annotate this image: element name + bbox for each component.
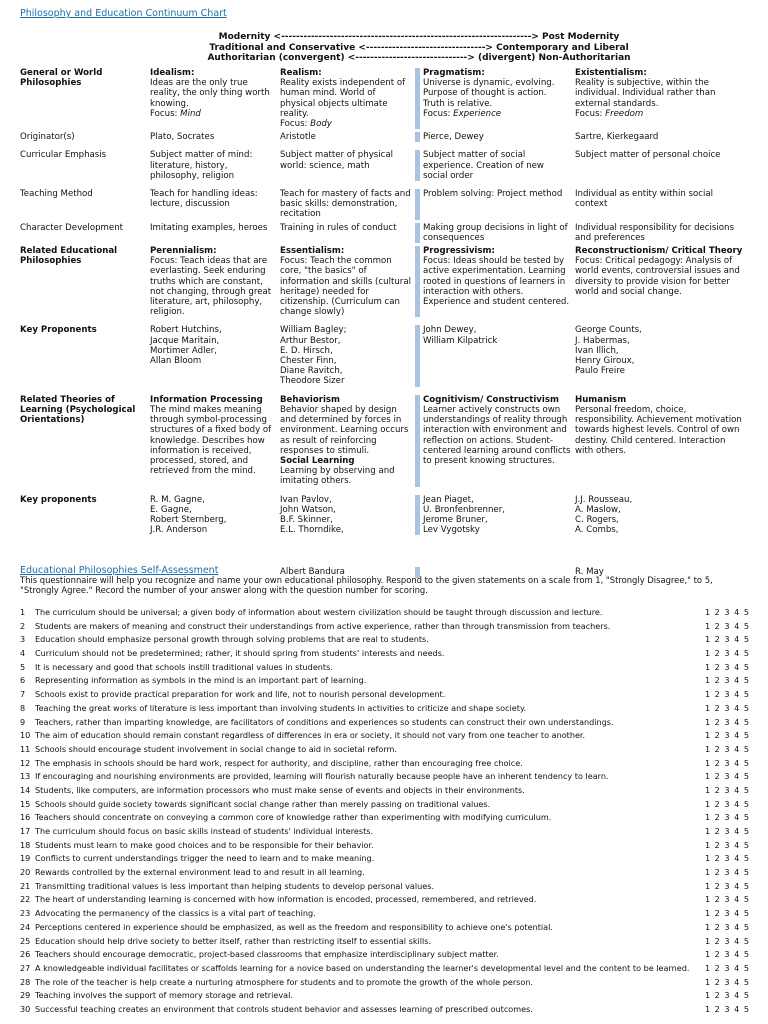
question-text: Students are makers of meaning and construct their understandings from active experience, rather than through transmission from teachers. bbox=[35, 620, 611, 631]
question-number: 23 bbox=[20, 908, 31, 919]
rating-scale[interactable]: 1 2 3 4 5 bbox=[704, 784, 750, 795]
chart-cell bbox=[150, 395, 280, 487]
rating-scale[interactable]: 1 2 3 4 5 bbox=[704, 1003, 750, 1014]
chart-cell bbox=[415, 223, 575, 243]
rating-scale[interactable]: 1 2 3 4 5 bbox=[704, 894, 750, 905]
question-row bbox=[20, 622, 750, 636]
rating-scale[interactable]: 1 2 3 4 5 bbox=[704, 730, 750, 741]
question-text: Schools exist to provide practical preparation for work and life, not to nourish personal development. bbox=[35, 689, 446, 700]
rating-scale[interactable]: 1 2 3 4 5 bbox=[704, 853, 750, 864]
cell-line: A. Maslow, bbox=[575, 504, 621, 515]
row-header: Teaching Method bbox=[20, 189, 93, 200]
chart-cell bbox=[150, 223, 280, 243]
question-text: Students, like computers, are information processors who must make sense of events and objects in their environments. bbox=[35, 784, 525, 795]
cell-line: Lev Vygotsky bbox=[423, 525, 480, 536]
chart-cell bbox=[575, 246, 750, 317]
questionnaire bbox=[20, 608, 750, 1019]
cell-line: Subject matter of physical world: science, math bbox=[280, 150, 394, 171]
cell-line: Individual responsibility for decisions and preferences bbox=[575, 222, 734, 243]
focus-value: Freedom bbox=[605, 108, 644, 119]
question-text: The curriculum should be universal; a given body of information about western civilization should be taught through discussion and lecture. bbox=[35, 607, 603, 617]
chart-cell bbox=[150, 132, 280, 142]
chart-cell bbox=[150, 325, 280, 386]
rating-scale[interactable]: 1 2 3 4 5 bbox=[704, 634, 750, 645]
cell-heading: Reconstructionism/ Critical Theory bbox=[575, 246, 743, 257]
rating-scale[interactable]: 1 2 3 4 5 bbox=[704, 648, 750, 659]
cell-line: Mortimer Adler, bbox=[150, 345, 218, 356]
cell-line: Individual as entity within social context bbox=[575, 189, 714, 210]
cell-line: J.J. Rousseau, bbox=[575, 494, 633, 505]
cell-line: Diane Ravitch, bbox=[280, 366, 343, 377]
question-number: 18 bbox=[20, 839, 31, 850]
rating-scale[interactable]: 1 2 3 4 5 bbox=[704, 880, 750, 891]
chart-cell bbox=[280, 246, 415, 317]
cell-line: J.R. Anderson bbox=[150, 525, 208, 536]
question-text: Transmitting traditional values is less important than helping students to develop personal values. bbox=[35, 880, 435, 891]
cell-heading: Behaviorism bbox=[280, 394, 341, 405]
question-number: 26 bbox=[20, 949, 31, 960]
row-header: Key proponents bbox=[20, 494, 97, 505]
cell-heading: Existentialism: bbox=[575, 68, 647, 78]
question-text: Perceptions centered in experience should be emphasized, as well as the freedom and responsibility to achieve one's potential. bbox=[35, 921, 553, 932]
question-row bbox=[20, 991, 750, 1005]
question-number: 21 bbox=[20, 880, 31, 891]
chart-row bbox=[20, 223, 750, 246]
chart-row bbox=[20, 246, 750, 325]
cell-line: Personal freedom, choice, responsibility. Achievement motivation towards highest levels. Control of own destiny. Child centered. Interaction with others. bbox=[575, 404, 742, 456]
question-text: Teaching involves the support of memory storage and retrieval. bbox=[35, 990, 293, 1001]
cell-heading: Perennialism: bbox=[150, 246, 217, 257]
cell-line: Aristotle bbox=[280, 132, 316, 143]
focus-line bbox=[575, 109, 746, 119]
cell-line: Jerome Bruner, bbox=[423, 514, 488, 525]
question-row bbox=[20, 882, 750, 896]
cell-line: Focus: Ideas should be tested by active experimentation. Learning rooted in questions of learners in interaction with others. Experience and student centered. bbox=[423, 256, 570, 308]
cell-line: J. Habermas, bbox=[575, 335, 630, 346]
cell-heading: Information Processing bbox=[150, 394, 263, 405]
question-row bbox=[20, 772, 750, 786]
cell-line: A. Combs, bbox=[575, 525, 619, 536]
focus-line bbox=[423, 109, 571, 119]
rating-scale[interactable]: 1 2 3 4 5 bbox=[704, 962, 750, 973]
chart-row bbox=[20, 150, 750, 189]
continuum-line: Traditional and Conservative <--------------------------------> Contemporary and Liberal bbox=[209, 42, 629, 53]
rating-scale[interactable]: 1 2 3 4 5 bbox=[704, 620, 750, 631]
cell-heading: Idealism: bbox=[150, 68, 195, 78]
cell-line: Learner actively constructs own understandings of reality through interaction with environment and reflection on actions. Student-centered learning around conflicts to present knowing structures. bbox=[423, 404, 571, 466]
cell-line: C. Rogers, bbox=[575, 514, 619, 525]
cell-line: Allan Bloom bbox=[150, 356, 202, 367]
focus-value: Experience bbox=[453, 108, 502, 119]
assessment-intro: This questionnaire will help you recognize and name your own educational philosophy. Respond to the given statements on a scale from 1, "Strongly Disagree," to 5, "Strongly Agree." Record the number of your answer along with the question number for scoring. bbox=[20, 575, 713, 595]
chart-row bbox=[20, 325, 750, 394]
focus-label: Focus: bbox=[423, 108, 454, 119]
question-row bbox=[20, 676, 750, 690]
cell-line: John Dewey, bbox=[423, 325, 477, 336]
continuum-line: Authoritarian (convergent) <------------------------------> (divergent) Non-Authoritarian bbox=[207, 53, 631, 63]
cell-line: E.L. Thorndike, bbox=[280, 525, 344, 536]
focus-label: Focus: bbox=[150, 108, 181, 119]
question-text: A knowledgeable individual facilitates or scaffolds learning for a novice based on understanding the learner's developmental level and the content to be learned. bbox=[35, 962, 690, 973]
question-row bbox=[20, 964, 750, 978]
question-number: 11 bbox=[20, 743, 31, 754]
chart-row bbox=[20, 495, 750, 568]
question-number: 27 bbox=[20, 962, 31, 973]
question-row bbox=[20, 731, 750, 745]
question-row bbox=[20, 868, 750, 882]
question-text: Teachers should concentrate on conveying a common core of knowledge rather than experimenting with modifying curriculum. bbox=[35, 812, 552, 823]
rating-scale[interactable]: 1 2 3 4 5 bbox=[704, 689, 750, 700]
cell-line: The mind makes meaning through symbol-processing structures of a fixed body of knowledge. Describes how information is received, processed, stored, and retrieved from the mind. bbox=[150, 404, 272, 477]
question-row bbox=[20, 909, 750, 923]
chart-title-link[interactable]: Philosophy and Education Continuum Chart bbox=[20, 8, 227, 19]
continuum-line: Modernity <-------------------------------------------------------------------> Post Modernity bbox=[218, 32, 620, 42]
question-text: Rewards controlled by the external environment lead to and result in all learning. bbox=[35, 867, 365, 878]
question-text: Advocating the permanency of the classics is a vital part of teaching. bbox=[35, 908, 316, 919]
cell-line: R. M. Gagne, bbox=[150, 494, 205, 505]
question-number: 15 bbox=[20, 798, 31, 809]
chart-row bbox=[20, 189, 750, 223]
cell-line: E. Gagne, bbox=[150, 504, 192, 515]
focus-value: Mind bbox=[180, 108, 201, 119]
rating-scale[interactable]: 1 2 3 4 5 bbox=[704, 976, 750, 987]
row-header: Originator(s) bbox=[20, 132, 75, 143]
question-row bbox=[20, 895, 750, 909]
cell-line: Ideas are the only true reality, the only thing worth knowing. bbox=[150, 78, 270, 109]
rating-scale[interactable]: 1 2 3 4 5 bbox=[704, 867, 750, 878]
focus-label: Focus: bbox=[280, 119, 311, 130]
chart-cell bbox=[150, 495, 280, 536]
question-row bbox=[20, 759, 750, 773]
question-text: The heart of understanding learning is concerned with how information is encoded, processed, remembered, and retrieved. bbox=[35, 894, 537, 905]
cell-line: Ivan Pavlov, bbox=[280, 494, 332, 505]
cell-line: Jean Piaget, bbox=[423, 494, 474, 505]
question-number: 9 bbox=[20, 716, 26, 727]
chart-cell bbox=[575, 132, 750, 142]
rating-scale[interactable]: 1 2 3 4 5 bbox=[704, 716, 750, 727]
rating-scale[interactable]: 1 2 3 4 5 bbox=[704, 921, 750, 932]
chart-cell bbox=[575, 189, 750, 220]
cell-line: John Watson, bbox=[280, 504, 336, 515]
cell-line: E. D. Hirsch, bbox=[280, 345, 333, 356]
cell-line: Behavior shaped by design and determined by forces in environment. Learning occurs as result of reinforcing responses to stimuli. bbox=[280, 404, 409, 456]
cell-line: William Bagley; bbox=[280, 325, 347, 336]
question-number: 3 bbox=[20, 634, 26, 645]
question-row bbox=[20, 704, 750, 718]
question-number: 14 bbox=[20, 784, 31, 795]
question-text: Successful teaching creates an environment that controls student behavior and assesses learning of prescribed outcomes. bbox=[35, 1003, 533, 1014]
rating-scale[interactable]: 1 2 3 4 5 bbox=[704, 798, 750, 809]
question-text: Education should help drive society to better itself, rather than restricting itself to essential skills. bbox=[35, 935, 432, 946]
question-text: Schools should encourage student involvement in social change to aid in societal reform. bbox=[35, 743, 397, 754]
question-number: 7 bbox=[20, 689, 26, 700]
question-text: If encouraging and nourishing environments are provided, learning will flourish naturally because people have an inherent tendency to learn. bbox=[35, 771, 609, 782]
cell-line: Making group decisions in light of consequences bbox=[423, 222, 568, 243]
question-number: 12 bbox=[20, 757, 31, 768]
chart-cell bbox=[575, 325, 750, 386]
rating-scale[interactable]: 1 2 3 4 5 bbox=[704, 839, 750, 850]
question-number: 29 bbox=[20, 990, 31, 1001]
question-row bbox=[20, 690, 750, 704]
question-text: The emphasis in schools should be hard work, respect for authority, and discipline, rather than encouraging free choice. bbox=[35, 757, 523, 768]
question-text: The curriculum should focus on basic skills instead of students' individual interests. bbox=[35, 826, 374, 836]
question-number: 30 bbox=[20, 1003, 31, 1014]
cell-line: Learning by observing and imitating others. bbox=[280, 466, 395, 487]
question-number: 8 bbox=[20, 702, 26, 713]
chart-row bbox=[20, 395, 750, 495]
rating-scale[interactable]: 1 2 3 4 5 bbox=[704, 812, 750, 823]
cell-line: U. Bronfenbrenner, bbox=[423, 504, 505, 515]
question-row bbox=[20, 950, 750, 964]
cell-heading: Progressivism: bbox=[423, 246, 495, 257]
question-number: 16 bbox=[20, 812, 31, 823]
row-header: General or World Philosophies bbox=[20, 68, 103, 89]
chart-cell bbox=[280, 325, 415, 386]
chart-cell bbox=[415, 150, 575, 181]
chart-cell bbox=[280, 189, 415, 220]
cell-line: Ivan Illich, bbox=[575, 345, 619, 356]
rating-scale[interactable]: 1 2 3 4 5 bbox=[704, 771, 750, 782]
question-text: The aim of education should remain constant regardless of differences in era or society, it should not vary from one teacher to another. bbox=[35, 730, 586, 741]
cell-heading: Pragmatism: bbox=[423, 68, 485, 78]
chart-cell bbox=[415, 246, 575, 317]
self-assessment-title-link[interactable]: Educational Philosophies Self-Assessment bbox=[20, 565, 219, 576]
question-text: Schools should guide society towards significant social change rather than merely passing on traditional values. bbox=[35, 798, 491, 809]
question-text: It is necessary and good that schools instill traditional values in students. bbox=[35, 661, 333, 672]
cell-line: Focus: Teach ideas that are everlasting. Seek enduring truths which are constant, not changing, through great literature, art, philosophy, religion. bbox=[150, 256, 272, 318]
rating-scale[interactable]: 1 2 3 4 5 bbox=[704, 702, 750, 713]
chart-cell bbox=[150, 246, 280, 317]
chart-cell bbox=[415, 68, 575, 129]
question-number: 25 bbox=[20, 935, 31, 946]
question-row bbox=[20, 1005, 750, 1019]
rating-scale[interactable]: 1 2 3 4 5 bbox=[704, 607, 750, 617]
cell-line: Focus: Critical pedagogy: Analysis of world events, controversial issues and diversity to provide vision for better world and social change. bbox=[575, 256, 740, 297]
cell-line: Problem solving: Project method bbox=[423, 189, 563, 200]
cell-line: Theodore Sizer bbox=[280, 376, 345, 387]
rating-scale[interactable]: 1 2 3 4 5 bbox=[704, 757, 750, 768]
question-text: Education should emphasize personal growth through solving problems that are real to students. bbox=[35, 634, 429, 645]
question-text: Curriculum should not be predetermined; rather, it should spring from students' interests and needs. bbox=[35, 648, 445, 659]
chart-cell bbox=[150, 189, 280, 220]
chart-cell bbox=[150, 150, 280, 181]
question-row bbox=[20, 854, 750, 868]
question-row bbox=[20, 923, 750, 937]
question-row bbox=[20, 786, 750, 800]
question-number: 19 bbox=[20, 853, 31, 864]
cell-line: Teach for handling ideas: lecture, discussion bbox=[150, 189, 258, 210]
rating-scale[interactable]: 1 2 3 4 5 bbox=[704, 743, 750, 754]
question-number: 24 bbox=[20, 921, 31, 932]
cell-line: Universe is dynamic, evolving. Purpose of thought is action. Truth is relative. bbox=[423, 78, 555, 109]
question-row bbox=[20, 635, 750, 649]
chart-cell bbox=[415, 495, 575, 536]
cell-line: Robert Hutchins, bbox=[150, 325, 222, 336]
chart-cell bbox=[575, 395, 750, 487]
cell-line: R. May bbox=[575, 567, 604, 578]
question-number: 17 bbox=[20, 826, 31, 836]
cell-line: Reality exists independent of human mind. World of physical objects ultimate reality. bbox=[280, 78, 406, 119]
question-number: 13 bbox=[20, 771, 31, 782]
cell-line: Arthur Bestor, bbox=[280, 335, 341, 346]
chart-row bbox=[20, 68, 750, 132]
rating-scale[interactable]: 1 2 3 4 5 bbox=[704, 990, 750, 1001]
question-text: Teachers should encourage democratic, project-based classrooms that emphasize interdisciplinary subject matter. bbox=[35, 949, 499, 960]
cell-line: Sartre, Kierkegaard bbox=[575, 132, 659, 143]
question-text: Teachers, rather than imparting knowledge, are facilitators of conditions and experiences so students can construct their own understandings. bbox=[35, 716, 614, 727]
row-header: Character Development bbox=[20, 222, 124, 233]
rating-scale[interactable]: 1 2 3 4 5 bbox=[704, 935, 750, 946]
cell-line: Training in rules of conduct bbox=[280, 222, 397, 233]
cell-line: Albert Bandura bbox=[280, 567, 345, 578]
cell-line: Subject matter of personal choice bbox=[575, 150, 721, 161]
cell-heading: Humanism bbox=[575, 394, 627, 405]
row-header: Related Theories of Learning (Psychological Orientations) bbox=[20, 394, 136, 426]
row-header: Related Educational Philosophies bbox=[20, 246, 118, 267]
cell-line: B.F. Skinner, bbox=[280, 514, 333, 525]
question-number: 5 bbox=[20, 661, 26, 672]
rating-scale[interactable]: 1 2 3 4 5 bbox=[704, 908, 750, 919]
chart-cell bbox=[280, 150, 415, 181]
chart-cell bbox=[280, 132, 415, 142]
cell-line: Subject matter of mind: literature, history, philosophy, religion bbox=[150, 150, 253, 181]
question-row bbox=[20, 827, 750, 841]
chart-cell bbox=[575, 495, 750, 536]
cell-heading: Realism: bbox=[280, 68, 322, 78]
question-number: 28 bbox=[20, 976, 31, 987]
cell-line: Paulo Freire bbox=[575, 366, 625, 377]
question-text: Teaching the great works of literature is less important than involving students in activities to criticize and shape society. bbox=[35, 702, 527, 713]
continuum-header bbox=[0, 32, 768, 64]
chart-cell bbox=[280, 395, 415, 487]
cell-line: Subject matter of social experience. Creation of new social order bbox=[423, 150, 544, 181]
question-row bbox=[20, 649, 750, 663]
question-number: 4 bbox=[20, 648, 26, 659]
question-text: Representing information as symbols in the mind is an important part of learning. bbox=[35, 675, 367, 686]
continuum-chart bbox=[20, 68, 750, 578]
question-row bbox=[20, 663, 750, 677]
question-number: 2 bbox=[20, 620, 26, 631]
question-number: 22 bbox=[20, 894, 31, 905]
rating-scale[interactable]: 1 2 3 4 5 bbox=[704, 661, 750, 672]
chart-cell bbox=[415, 132, 575, 142]
focus-line bbox=[280, 119, 411, 129]
question-row bbox=[20, 937, 750, 951]
cell-line: Focus: Teach the common core, "the basics" of information and skills (cultural heritage) needed for citizenship. (Curriculum can change slowly) bbox=[280, 256, 411, 318]
cell-line: Pierce, Dewey bbox=[423, 132, 484, 143]
chart-cell bbox=[575, 223, 750, 243]
question-number: 20 bbox=[20, 867, 31, 878]
chart-cell bbox=[280, 495, 415, 536]
question-text: Students must learn to make good choices and to be responsible for their behavior. bbox=[35, 839, 374, 850]
chart-cell bbox=[415, 395, 575, 487]
cell-heading: Essentialism: bbox=[280, 246, 345, 257]
rating-scale[interactable]: 1 2 3 4 5 bbox=[704, 675, 750, 686]
cell-heading: Social Learning bbox=[280, 455, 355, 466]
row-header: Curricular Emphasis bbox=[20, 150, 107, 161]
chart-cell bbox=[415, 189, 575, 220]
focus-line bbox=[150, 109, 276, 119]
question-row bbox=[20, 841, 750, 855]
question-number: 1 bbox=[20, 607, 26, 617]
chart-cell bbox=[150, 68, 280, 129]
cell-line: Robert Sternberg, bbox=[150, 514, 227, 525]
chart-cell bbox=[575, 68, 750, 129]
cell-line: Henry Giroux, bbox=[575, 356, 635, 367]
cell-line: Teach for mastery of facts and basic skills: demonstration, recitation bbox=[280, 189, 411, 220]
question-row bbox=[20, 978, 750, 992]
row-header: Key Proponents bbox=[20, 325, 97, 336]
focus-value: Body bbox=[310, 119, 332, 130]
cell-line: Plato, Socrates bbox=[150, 132, 215, 143]
question-row bbox=[20, 800, 750, 814]
chart-cell bbox=[280, 68, 415, 129]
question-text: The role of the teacher is help create a nurturing atmosphere for students and to promote the growth of the whole person. bbox=[35, 976, 534, 987]
cell-line: Chester Finn, bbox=[280, 356, 337, 367]
cell-line: Imitating examples, heroes bbox=[150, 222, 268, 233]
question-row bbox=[20, 718, 750, 732]
question-row bbox=[20, 813, 750, 827]
focus-label: Focus: bbox=[575, 108, 606, 119]
chart-row bbox=[20, 132, 750, 150]
cell-line: William Kilpatrick bbox=[423, 335, 498, 346]
chart-cell bbox=[575, 150, 750, 181]
rating-scale[interactable]: 1 2 3 4 5 bbox=[704, 826, 750, 836]
rating-scale[interactable]: 1 2 3 4 5 bbox=[704, 949, 750, 960]
chart-cell bbox=[415, 325, 575, 386]
question-row bbox=[20, 608, 750, 622]
question-text: Conflicts to current understandings trigger the need to learn and to make meaning. bbox=[35, 853, 375, 864]
question-row bbox=[20, 745, 750, 759]
cell-heading: Cognitivism/ Constructivism bbox=[423, 394, 559, 405]
chart-cell bbox=[280, 223, 415, 243]
cell-line: Reality is subjective, within the individual. Individual rather than external standards. bbox=[575, 78, 716, 109]
question-number: 6 bbox=[20, 675, 26, 686]
question-number: 10 bbox=[20, 730, 31, 741]
cell-line: Jacque Maritain, bbox=[150, 335, 220, 346]
cell-line: George Counts, bbox=[575, 325, 642, 336]
